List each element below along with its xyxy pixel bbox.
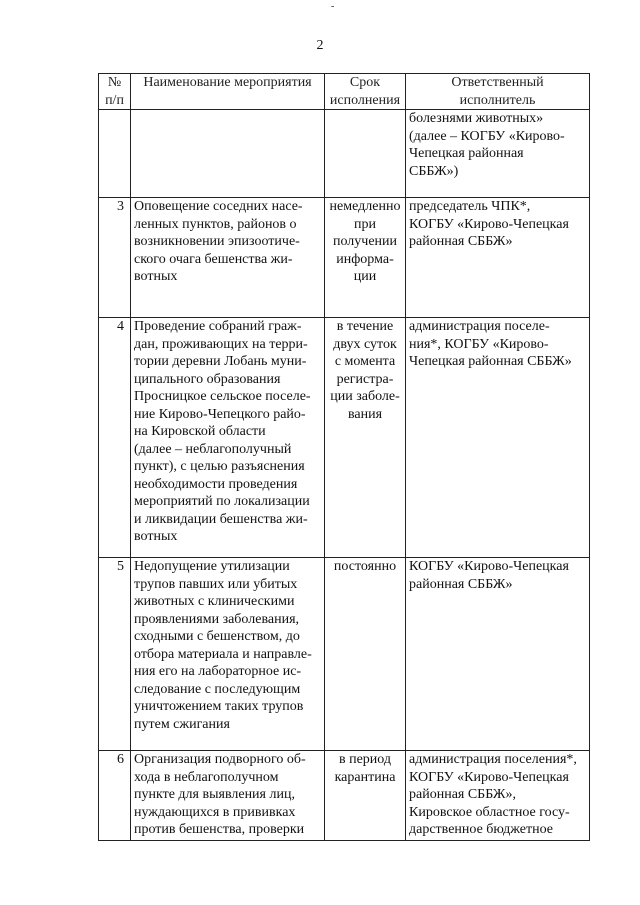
row-name: Организация подворного об- хода в неблагополучном пункте для выявления лиц, нуждающихся в прививках против бешенства, проверки bbox=[131, 751, 325, 841]
page-number: 2 bbox=[316, 38, 324, 53]
row-num: 3 bbox=[99, 198, 131, 318]
row-num: 4 bbox=[99, 318, 131, 558]
header-name: Наименование мероприятия bbox=[131, 74, 325, 110]
table-row bbox=[99, 558, 590, 751]
row-resp: администрация поселения*, КОГБУ «Кирово-Чепецкая районная СББЖ», Кировское областное госу- дарственное бюджетное bbox=[406, 751, 590, 841]
top-mark: - bbox=[331, 1, 335, 12]
row-resp: КОГБУ «Кирово-Чепецкая районная СББЖ» bbox=[406, 558, 590, 751]
row-term bbox=[325, 110, 406, 198]
row-resp: председатель ЧПК*, КОГБУ «Кирово-Чепецкая районная СББЖ» bbox=[406, 198, 590, 318]
row-resp: администрация поселе- ния*, КОГБУ «Кирово- Чепецкая районная СББЖ» bbox=[406, 318, 590, 558]
row-resp: болезнями животных» (далее – КОГБУ «Кирово- Чепецкая районная СББЖ») bbox=[406, 110, 590, 198]
table-row bbox=[99, 751, 590, 841]
header-resp: Ответственный исполнитель bbox=[406, 74, 590, 110]
row-num: 6 bbox=[99, 751, 131, 841]
row-term: в течение двух суток с момента регистра- ции заболе- вания bbox=[325, 318, 406, 558]
table-row bbox=[99, 110, 590, 198]
row-term: постоянно bbox=[325, 558, 406, 751]
row-num bbox=[99, 110, 131, 198]
row-name: Проведение собраний граж- дан, проживающих на терри- тории деревни Лобань муни- ципального образования Просницкое сельское поселе- ние Кирово-Чепецкого райо- на Кировской области (далее – неблагополучный пункт), с целью разъяснения необходимости проведения мероприятий по локализации и ликвидации бешенства жи- вотных bbox=[131, 318, 325, 558]
table-row bbox=[99, 318, 590, 558]
row-num: 5 bbox=[99, 558, 131, 751]
row-term: немедленно при получении информа- ции bbox=[325, 198, 406, 318]
row-name: Оповещение соседних насе- ленных пунктов, районов о возникновении эпизоотиче- ского очага бешенства жи- вотных bbox=[131, 198, 325, 318]
row-term: в период карантина bbox=[325, 751, 406, 841]
header-num: № п/п bbox=[99, 74, 131, 110]
table-row bbox=[99, 198, 590, 318]
measures-table bbox=[98, 73, 590, 841]
row-name: Недопущение утилизации трупов павших или убитых животных с клиническими проявлениями заболевания, сходными с бешенством, до отбора материала и направле- ния его на лабораторное ис- следование с последующим уничтожением таких трупов путем сжигания bbox=[131, 558, 325, 751]
row-name bbox=[131, 110, 325, 198]
table-header-row bbox=[99, 74, 590, 110]
header-term: Срок исполнения bbox=[325, 74, 406, 110]
